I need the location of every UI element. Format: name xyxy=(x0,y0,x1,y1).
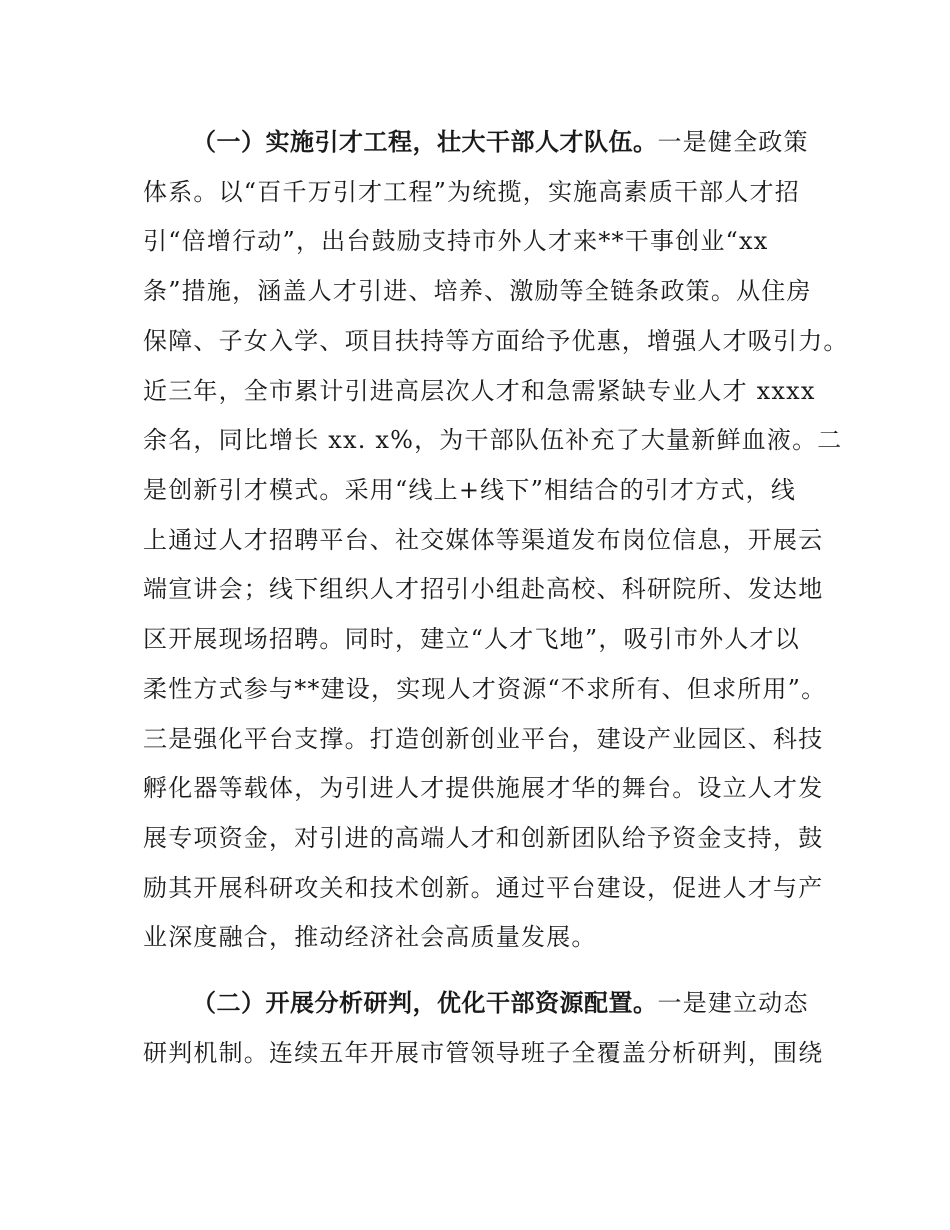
paragraph-1-line-1 xyxy=(192,127,809,157)
paragraph-1-line-15: 展专项资金，对引进的高端人才和创新团队给予资金支持，鼓 xyxy=(143,824,824,852)
paragraph-1-line-5: 保障、子女入学、项目扶持等方面给予优惠，增强人才吸引力。 xyxy=(143,327,849,355)
paragraph-1-line-7: 余名，同比增长 xx. x%，为干部队伍补充了大量新鲜血液。二 xyxy=(143,426,843,454)
section-2-heading: （二）开展分析研判，优化干部资源配置。 xyxy=(192,989,658,1017)
section-1-heading: （一）实施引才工程，壮大干部人才队伍。 xyxy=(192,128,658,156)
paragraph-1-line-4: 条”措施，涵盖人才引进、培养、激励等全链条政策。从住房 xyxy=(143,277,812,305)
paragraph-1-line-3: 引“倍增行动”，出台鼓励支持市外人才来**干事创业“xx xyxy=(143,227,769,255)
paragraph-1-line-13: 三是强化平台支撑。打造创新创业平台，建设产业园区、科技 xyxy=(143,725,824,753)
paragraph-1-line-1-text: 一是健全政策 xyxy=(657,128,809,156)
paragraph-1-line-9: 上通过人才招聘平台、社交媒体等渠道发布岗位信息，开展云 xyxy=(143,526,824,554)
paragraph-2-line-1 xyxy=(192,988,809,1018)
paragraph-1-line-17: 业深度融合，推动经济社会高质量发展。 xyxy=(143,923,597,951)
paragraph-1-line-10: 端宣讲会；线下组织人才招引小组赴高校、科研院所、发达地 xyxy=(143,575,824,603)
paragraph-1-line-11: 区开展现场招聘。同时，建立“人才飞地”，吸引市外人才以 xyxy=(143,625,800,653)
paragraph-1-line-16: 励其开展科研攻关和技术创新。通过平台建设，促进人才与产 xyxy=(143,874,824,902)
paragraph-1-line-2: 体系。以“百千万引才工程”为统揽，实施高素质干部人才招 xyxy=(143,178,800,206)
paragraph-1-line-12: 柔性方式参与**建设，实现人才资源“不求所有、但求所用”。 xyxy=(143,675,827,703)
paragraph-1-line-8: 是创新引才模式。采用“线上+线下”相结合的引才方式，线 xyxy=(143,476,797,504)
paragraph-1-line-6: 近三年，全市累计引进高层次人才和急需紧缺专业人才 xxxx xyxy=(143,377,816,405)
paragraph-2-line-1-text: 一是建立动态 xyxy=(657,989,809,1017)
paragraph-2-line-2: 研判机制。连续五年开展市管领导班子全覆盖分析研判，围绕 xyxy=(143,1039,824,1067)
paragraph-1-line-14: 孵化器等载体，为引进人才提供施展才华的舞台。设立人才发 xyxy=(143,774,824,802)
